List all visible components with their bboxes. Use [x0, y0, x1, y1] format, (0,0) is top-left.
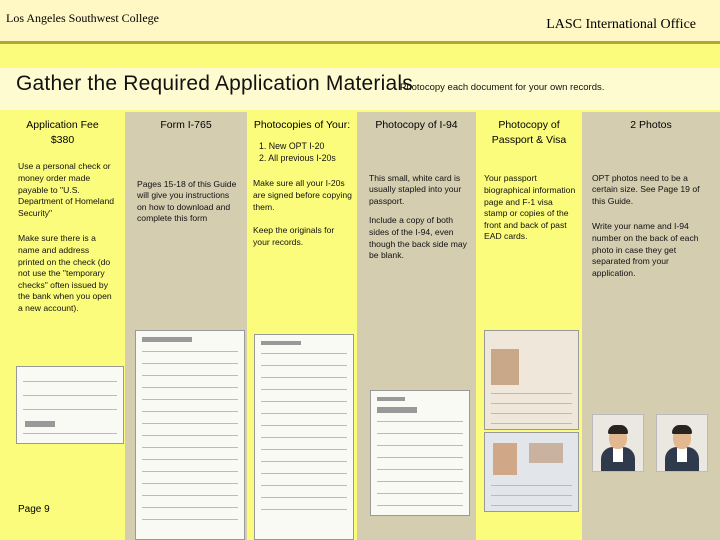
copies-item-2: 2. All previous I-20s — [259, 152, 336, 163]
copies-item-1: 1. New OPT I-20 — [259, 140, 325, 151]
passport-image — [484, 330, 579, 430]
photos-body-1: OPT photos need to be a certain size. See Page 19 of this Guide. — [592, 172, 700, 206]
copies-heading: Photocopies of Your: — [253, 119, 351, 131]
i20-image — [254, 334, 354, 540]
photo-1 — [592, 414, 644, 472]
header-bar — [0, 0, 720, 44]
column-photos — [582, 112, 720, 540]
page-title: Gather the Required Application Materials — [16, 72, 413, 95]
form-heading: Form I-765 — [160, 119, 212, 131]
copies-body-1: Make sure all your I-20s are signed before copying them. — [253, 178, 352, 212]
i94-image — [370, 390, 470, 516]
fee-body-2: Make sure there is a name and address printed on the check (do not use the "temporary checks" often issued by the bank when you open a new account). — [18, 233, 112, 313]
photocopy-note: Photocopy each document for your own records. — [400, 82, 605, 93]
copies-body-2: Keep the originals for your records. — [253, 225, 335, 247]
fee-body-1: Use a personal check or money order made payable to "U.S. Department of Homeland Security" — [18, 161, 115, 218]
page-number: Page 9 — [18, 504, 50, 515]
i94-body-2: Include a copy of both sides of the I-94, even though the back side may be blank. — [369, 215, 467, 261]
photo-2 — [656, 414, 708, 472]
passport-body: Your passport biographical information page and F-1 visa stamp or copies of the front and back of past EAD cards. — [484, 173, 576, 242]
i94-heading: Photocopy of I-94 — [375, 119, 458, 131]
office-name: LASC International Office — [546, 17, 696, 32]
form-body: Pages 15-18 of this Guide will give you instructions on how to download and complete this form — [137, 178, 237, 224]
passport-heading: Photocopy of Passport & Visa — [491, 119, 567, 146]
visa-image — [484, 432, 579, 512]
i94-body-1: This small, white card is usually stapled into your passport. — [369, 172, 462, 206]
photos-heading: 2 Photos — [630, 119, 672, 131]
column-application-fee — [0, 112, 125, 540]
fee-heading: Application Fee $380 — [26, 119, 99, 146]
copies-list — [259, 141, 353, 165]
check-image — [16, 366, 124, 444]
form-i765-image — [135, 330, 245, 540]
college-name: Los Angeles Southwest College — [6, 11, 159, 25]
photos-body-2: Write your name and I-94 number on the back of each photo in case they get separated from your application. — [592, 221, 699, 278]
